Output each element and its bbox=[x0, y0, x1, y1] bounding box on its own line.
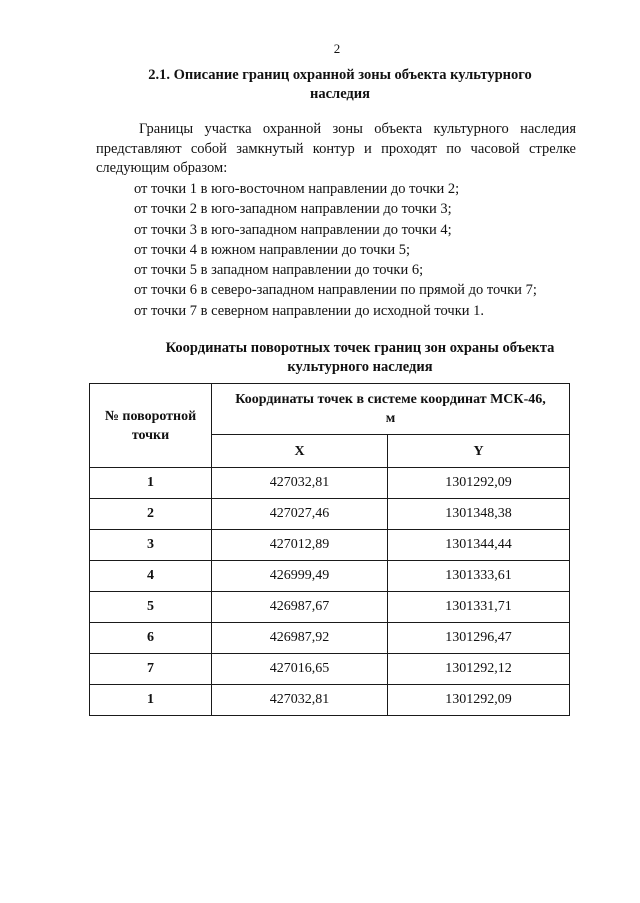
table-title-line-2: культурного наследия bbox=[287, 359, 433, 375]
table-row bbox=[90, 530, 570, 561]
table-row bbox=[90, 654, 570, 685]
header-coordinates bbox=[212, 384, 570, 435]
cell-point: 2 bbox=[90, 499, 212, 530]
cell-point: 1 bbox=[90, 468, 212, 499]
table-row bbox=[90, 499, 570, 530]
cell-x: 426987,92 bbox=[212, 623, 388, 654]
direction-item: от точки 3 в юго-западном направлении до точки 4; bbox=[134, 221, 452, 238]
cell-x: 427012,89 bbox=[212, 530, 388, 561]
header-point-line-1: № поворотной bbox=[104, 408, 197, 424]
section-heading bbox=[100, 66, 580, 104]
table-title bbox=[110, 339, 610, 377]
direction-item: от точки 1 в юго-восточном направлении до точки 2; bbox=[134, 181, 460, 197]
cell-y: 1301348,38 bbox=[388, 499, 570, 530]
section-heading-line-2: наследия bbox=[310, 86, 370, 102]
header-y: Y bbox=[388, 435, 570, 468]
cell-point: 1 bbox=[90, 685, 212, 716]
cell-y: 1301296,47 bbox=[388, 623, 570, 654]
cell-x: 426999,49 bbox=[212, 561, 388, 592]
cell-y: 1301292,12 bbox=[388, 654, 570, 685]
cell-y: 1301333,61 bbox=[388, 561, 570, 592]
cell-y: 1301344,44 bbox=[388, 530, 570, 561]
direction-item: от точки 4 в южном направлении до точки 5; bbox=[134, 241, 411, 258]
table-row bbox=[90, 685, 570, 716]
header-point-number bbox=[90, 384, 212, 468]
cell-x: 427027,46 bbox=[212, 499, 388, 530]
cell-point: 7 bbox=[90, 654, 212, 685]
table-row bbox=[90, 592, 570, 623]
header-coordinates-line-2: м bbox=[385, 411, 396, 426]
direction-item: от точки 7 в северном направлении до исходной точки 1. bbox=[134, 302, 484, 319]
table-row bbox=[90, 623, 570, 654]
cell-point: 3 bbox=[90, 530, 212, 561]
cell-point: 6 bbox=[90, 623, 212, 654]
direction-item: от точки 2 в юго-западном направлении до точки 3; bbox=[134, 201, 452, 218]
cell-y: 1301292,09 bbox=[388, 685, 570, 716]
header-coordinates-line-1: Координаты точек в системе координат МСК-46, bbox=[235, 392, 546, 407]
table-row bbox=[90, 561, 570, 592]
intro-paragraph: Границы участка охранной зоны объекта культурного наследия представляют собой замкнутый контур и проходят по часовой стрелке следующим образом: bbox=[96, 121, 576, 176]
cell-x: 426987,67 bbox=[212, 592, 388, 623]
boundary-directions-list bbox=[134, 179, 574, 321]
cell-y: 1301292,09 bbox=[388, 468, 570, 499]
section-heading-line-1: 2.1. Описание границ охранной зоны объекта культурного bbox=[148, 67, 532, 83]
table-row bbox=[90, 468, 570, 499]
cell-x: 427032,81 bbox=[212, 685, 388, 716]
direction-item: от точки 5 в западном направлении до точки 6; bbox=[134, 262, 424, 279]
cell-point: 4 bbox=[90, 561, 212, 592]
cell-x: 427016,65 bbox=[212, 654, 388, 685]
header-point-line-2: точки bbox=[131, 427, 170, 443]
table-title-line-1: Координаты поворотных точек границ зон охраны объекта bbox=[165, 340, 555, 356]
header-x: X bbox=[212, 435, 388, 468]
cell-point: 5 bbox=[90, 592, 212, 623]
direction-item: от точки 6 в северо-западном направлении по прямой до точки 7; bbox=[134, 282, 537, 299]
cell-y: 1301331,71 bbox=[388, 592, 570, 623]
coordinates-table bbox=[89, 383, 570, 716]
cell-x: 427032,81 bbox=[212, 468, 388, 499]
page-number: 2 bbox=[333, 41, 341, 56]
